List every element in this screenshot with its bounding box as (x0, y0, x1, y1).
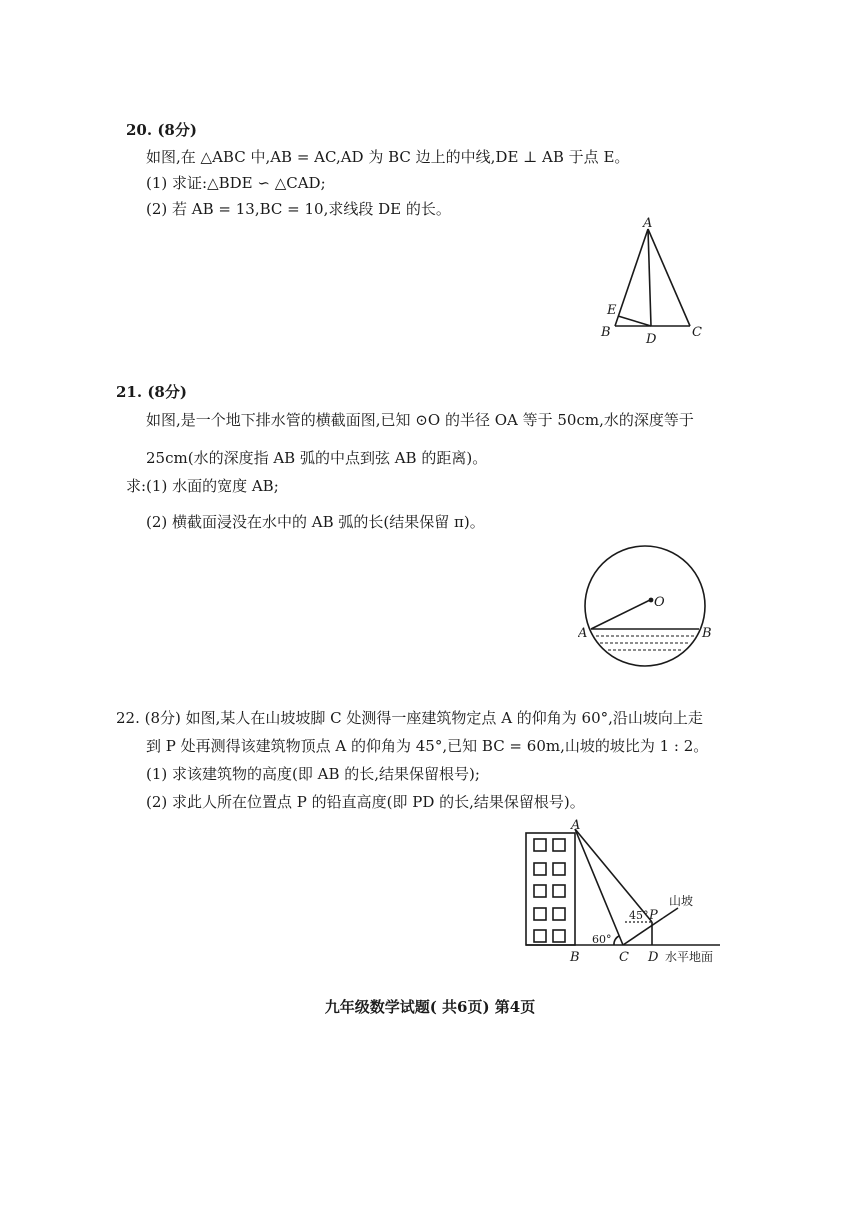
q21-stem1: 如图,是一个地下排水管的横截面图,已知 ⊙O 的半径 OA 等于 50cm,水的深度等于 (146, 411, 694, 429)
q20-label-D: D (646, 332, 657, 347)
q20-part2: (2) 若 AB = 13,BC = 10,求线段 DE 的长。 (146, 200, 451, 218)
q21-part2: (2) 横截面浸没在水中的 AB 弧的长(结果保留 π)。 (146, 513, 485, 531)
q22-label-angle45: 45° (629, 909, 649, 922)
q20-stem: 如图,在 △ABC 中,AB = AC,AD 为 BC 边上的中线,DE ⊥ AB 于点 E。 (146, 148, 630, 166)
q20-label-B: B (601, 325, 611, 340)
q21-stem2: 25cm(水的深度指 AB 弧的中点到弦 AB 的距离)。 (146, 449, 488, 467)
q22-part1: (1) 求该建筑物的高度(即 AB 的长,结果保留根号); (146, 765, 480, 783)
q22-label-P: P (649, 908, 658, 923)
q20-triangle-figure (590, 215, 715, 350)
q21-label-A: A (578, 626, 588, 641)
q20-label-A: A (643, 216, 653, 231)
q21-label-O: O (654, 595, 665, 610)
q22-line2: 到 P 处再测得该建筑物顶点 A 的仰角为 45°,已知 BC = 60m,山坡的坡比为 1 : 2。 (146, 737, 709, 755)
q22-line1: 22. (8分) 如图,某人在山坡坡脚 C 处测得一座建筑物定点 A 的仰角为 60°,沿山坡向上走 (116, 709, 703, 727)
q22-label-D: D (648, 950, 659, 965)
q22-part2: (2) 求此人所在位置点 P 的铅直高度(即 PD 的长,结果保留根号)。 (146, 793, 585, 811)
q22-label-B: B (570, 950, 580, 965)
q22-label-ground: 水平地面 (665, 950, 714, 964)
q22-building-figure (515, 815, 735, 970)
q21-head: 21. (8分) (116, 383, 187, 401)
q22-label-slope: 山坡 (669, 894, 694, 908)
q22-label-C: C (619, 950, 629, 965)
q20-label-C: C (692, 325, 702, 340)
q20-head: 20. (8分) (126, 121, 197, 139)
q20-label-E: E (607, 303, 617, 318)
q20-part1: (1) 求证:△BDE ∽ △CAD; (146, 174, 326, 192)
q22-label-angle60: 60° (592, 933, 612, 946)
page-footer: 九年级数学试题( 共6页) 第4页 (324, 998, 536, 1016)
q21-pipe-figure (578, 540, 718, 672)
q21-part1: 求:(1) 水面的宽度 AB; (126, 477, 279, 495)
q21-label-B: B (702, 626, 712, 641)
q22-label-A: A (571, 818, 581, 833)
q21-center-dot (649, 598, 654, 603)
